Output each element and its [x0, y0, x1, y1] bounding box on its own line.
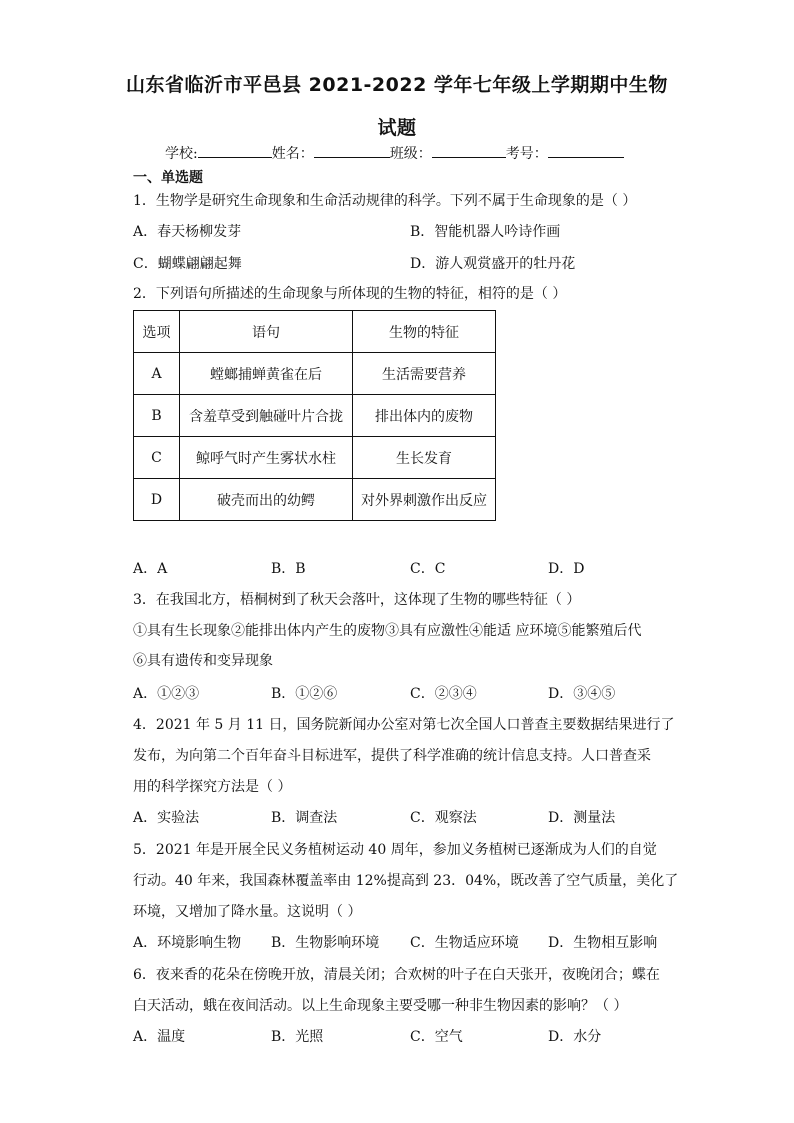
q5-stem-line2: 行动。40 年来，我国森林覆盖率由 12%提高到 23．04%，既改善了空气质量，美化了 — [133, 873, 679, 889]
table-cell: C — [134, 437, 180, 479]
q5-option-a[interactable]: A．环境影响生物 — [133, 935, 242, 951]
name-label: 姓名： — [271, 146, 314, 162]
q1-option-b[interactable]: B．智能机器人吟诗作画 — [410, 224, 561, 240]
name-blank[interactable] — [314, 143, 390, 158]
q5-option-d[interactable]: D．生物相互影响 — [548, 935, 658, 951]
q3-statement-line2: ⑥具有遗传和变异现象 — [133, 653, 273, 669]
q1-option-d[interactable]: D．游人观赏盛开的牡丹花 — [410, 256, 576, 272]
q2-stem: 2．下列语句所描述的生命现象与所体现的生物的特征，相符的是（ ） — [133, 286, 567, 302]
number-blank[interactable] — [548, 143, 624, 158]
q4-option-b[interactable]: B．调查法 — [271, 810, 338, 826]
q6-option-b[interactable]: B．光照 — [271, 1029, 324, 1045]
table-header-row — [134, 311, 496, 353]
table-cell: 破壳而出的幼鳄 — [180, 479, 353, 521]
q6-stem-line2: 白天活动，蛾在夜间活动。以上生命现象主要受哪一种非生物因素的影响？（ ） — [133, 998, 628, 1014]
table-row — [134, 479, 496, 521]
school-label: 学校: — [165, 146, 198, 162]
table-header-cell: 选项 — [134, 311, 180, 353]
q5-option-b[interactable]: B．生物影响环境 — [271, 935, 380, 951]
table-header-cell: 生物的特征 — [353, 311, 496, 353]
table-cell: 对外界刺激作出反应 — [353, 479, 496, 521]
q2-option-c[interactable]: C．C — [410, 561, 446, 577]
table-cell: 鲸呼气时产生雾状水柱 — [180, 437, 353, 479]
class-label: 班级： — [389, 146, 432, 162]
q6-option-a[interactable]: A．温度 — [133, 1029, 186, 1045]
table-row — [134, 395, 496, 437]
q1-stem: 1．生物学是研究生命现象和生命活动规律的科学。下列不属于生命现象的是（ ） — [133, 193, 637, 209]
q6-option-d[interactable]: D．水分 — [548, 1029, 602, 1045]
q2-option-d[interactable]: D．D — [548, 561, 585, 577]
q5-option-c[interactable]: C．生物适应环境 — [410, 935, 519, 951]
paper-title-line2: 试题 — [377, 117, 417, 139]
q4-stem-line1: 4．2021 年 5 月 11 日，国务院新闻办公室对第七次全国人口普查主要数据结果进行了 — [133, 717, 675, 733]
q4-option-d[interactable]: D．测量法 — [548, 810, 616, 826]
table-cell: 生活需要营养 — [353, 353, 496, 395]
q3-option-c[interactable]: C．②③④ — [410, 686, 477, 702]
table-cell: 生长发育 — [353, 437, 496, 479]
q3-stem: 3．在我国北方，梧桐树到了秋天会落叶，这体现了生物的哪些特征（ ） — [133, 592, 581, 608]
table-row — [134, 353, 496, 395]
q4-option-c[interactable]: C．观察法 — [410, 810, 477, 826]
q4-stem-line2: 发布，为向第二个百年奋斗目标进军，提供了科学准确的统计信息支持。人口普查采 — [133, 748, 651, 764]
school-blank[interactable] — [198, 143, 272, 158]
class-blank[interactable] — [432, 143, 506, 158]
student-info-row — [165, 143, 624, 164]
q3-option-a[interactable]: A．①②③ — [133, 686, 200, 702]
section-heading: 一、单选题 — [133, 170, 203, 186]
q4-option-a[interactable]: A．实验法 — [133, 810, 200, 826]
q3-option-d[interactable]: D．③④⑤ — [548, 686, 616, 702]
table-row — [134, 437, 496, 479]
table-cell: 含羞草受到触碰叶片合拢 — [180, 395, 353, 437]
table-cell: D — [134, 479, 180, 521]
paper-title-line1: 山东省临沂市平邑县 2021-2022 学年七年级上学期期中生物 — [126, 74, 668, 96]
q3-statement-line1: ①具有生长现象②能排出体内产生的废物③具有应激性④能适 应环境⑤能繁殖后代 — [133, 623, 642, 639]
q2-option-a[interactable]: A．A — [133, 561, 168, 577]
q5-stem-line3: 环境，又增加了降水量。这说明（ ） — [133, 904, 362, 920]
table-cell: 螳螂捕蝉黄雀在后 — [180, 353, 353, 395]
q6-stem-line1: 6．夜来香的花朵在傍晚开放，清晨关闭；合欢树的叶子在白天张开，夜晚闭合；蝶在 — [133, 967, 660, 983]
q3-option-b[interactable]: B．①②⑥ — [271, 686, 338, 702]
table-cell: 排出体内的废物 — [353, 395, 496, 437]
q1-option-a[interactable]: A．春天杨柳发芽 — [133, 224, 242, 240]
table-cell: A — [134, 353, 180, 395]
q1-option-c[interactable]: C．蝴蝶翩翩起舞 — [133, 256, 242, 272]
table-cell: B — [134, 395, 180, 437]
table-header-cell: 语句 — [180, 311, 353, 353]
q2-table — [133, 310, 496, 521]
q4-stem-line3: 用的科学探究方法是（ ） — [133, 779, 292, 795]
number-label: 考号： — [505, 146, 548, 162]
q5-stem-line1: 5．2021 年是开展全民义务植树运动 40 周年，参加义务植树已逐渐成为人们的自觉 — [133, 842, 657, 858]
q6-option-c[interactable]: C．空气 — [410, 1029, 463, 1045]
q2-option-b[interactable]: B．B — [271, 561, 306, 577]
